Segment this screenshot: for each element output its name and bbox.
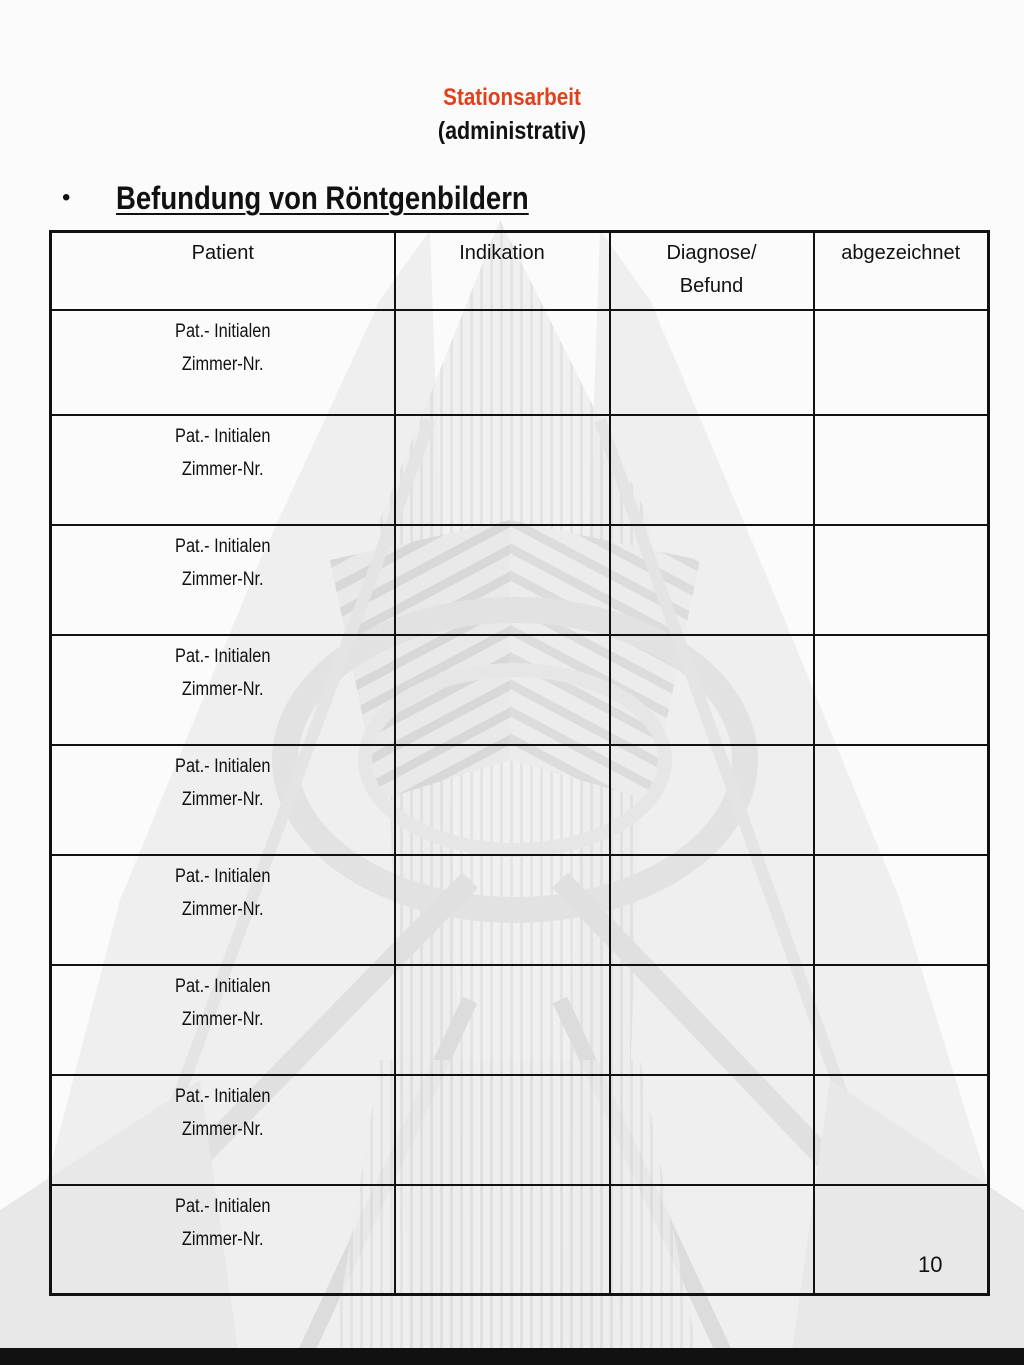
table-header-row — [51, 232, 989, 310]
table-row — [51, 855, 989, 965]
indikation-cell[interactable] — [395, 1185, 610, 1295]
indikation-cell[interactable] — [395, 965, 610, 1075]
indikation-cell[interactable] — [395, 855, 610, 965]
header-indikation: Indikation — [395, 232, 610, 310]
table-row — [51, 1185, 989, 1295]
diagnose-cell[interactable] — [610, 415, 814, 525]
abgezeichnet-cell[interactable] — [814, 1075, 989, 1185]
diagnose-cell[interactable] — [610, 1075, 814, 1185]
diagnose-cell[interactable] — [610, 525, 814, 635]
indikation-cell[interactable] — [395, 1075, 610, 1185]
section-heading-text: Befundung von Röntgenbildern — [116, 180, 529, 216]
abgezeichnet-cell[interactable] — [814, 415, 989, 525]
slide-subtitle: (administrativ) — [437, 117, 587, 145]
xray-findings-table — [49, 230, 990, 1296]
slide-header — [0, 84, 1024, 146]
table-row — [51, 635, 989, 745]
patient-cell[interactable]: Pat.- Initialen Zimmer-Nr. — [51, 1185, 395, 1295]
bottom-bar — [0, 1348, 1024, 1365]
patient-cell[interactable]: Pat.- Initialen Zimmer-Nr. — [51, 965, 395, 1075]
indikation-cell[interactable] — [395, 745, 610, 855]
abgezeichnet-cell[interactable] — [814, 745, 989, 855]
table-row — [51, 525, 989, 635]
diagnose-cell[interactable] — [610, 1185, 814, 1295]
patient-cell[interactable]: Pat.- Initialen Zimmer-Nr. — [51, 310, 395, 415]
page-number: 10 — [918, 1252, 943, 1277]
patient-cell[interactable]: Pat.- Initialen Zimmer-Nr. — [51, 415, 395, 525]
patient-cell[interactable]: Pat.- Initialen Zimmer-Nr. — [51, 855, 395, 965]
slide-title: Stationsarbeit — [443, 84, 581, 111]
header-diagnose-befund: Diagnose/ Befund — [610, 232, 814, 310]
table-row — [51, 965, 989, 1075]
abgezeichnet-cell[interactable] — [814, 855, 989, 965]
section-heading — [62, 178, 596, 218]
diagnose-cell[interactable] — [610, 635, 814, 745]
diagnose-cell[interactable] — [610, 855, 814, 965]
abgezeichnet-cell[interactable] — [814, 635, 989, 745]
abgezeichnet-cell[interactable] — [814, 525, 989, 635]
table-row — [51, 1075, 989, 1185]
diagnose-cell[interactable] — [610, 310, 814, 415]
indikation-cell[interactable] — [395, 525, 610, 635]
bullet-point: • — [62, 184, 71, 211]
patient-cell[interactable]: Pat.- Initialen Zimmer-Nr. — [51, 745, 395, 855]
header-patient: Patient — [51, 232, 395, 310]
abgezeichnet-cell[interactable] — [814, 1185, 989, 1295]
patient-cell[interactable]: Pat.- Initialen Zimmer-Nr. — [51, 1075, 395, 1185]
header-abgezeichnet: abgezeichnet — [814, 232, 989, 310]
patient-cell[interactable]: Pat.- Initialen Zimmer-Nr. — [51, 635, 395, 745]
diagnose-cell[interactable] — [610, 745, 814, 855]
abgezeichnet-cell[interactable] — [814, 310, 989, 415]
table-row — [51, 415, 989, 525]
indikation-cell[interactable] — [395, 310, 610, 415]
table-row — [51, 745, 989, 855]
indikation-cell[interactable] — [395, 635, 610, 745]
diagnose-cell[interactable] — [610, 965, 814, 1075]
patient-cell[interactable]: Pat.- Initialen Zimmer-Nr. — [51, 525, 395, 635]
abgezeichnet-cell[interactable] — [814, 965, 989, 1075]
table-row — [51, 310, 989, 415]
indikation-cell[interactable] — [395, 415, 610, 525]
